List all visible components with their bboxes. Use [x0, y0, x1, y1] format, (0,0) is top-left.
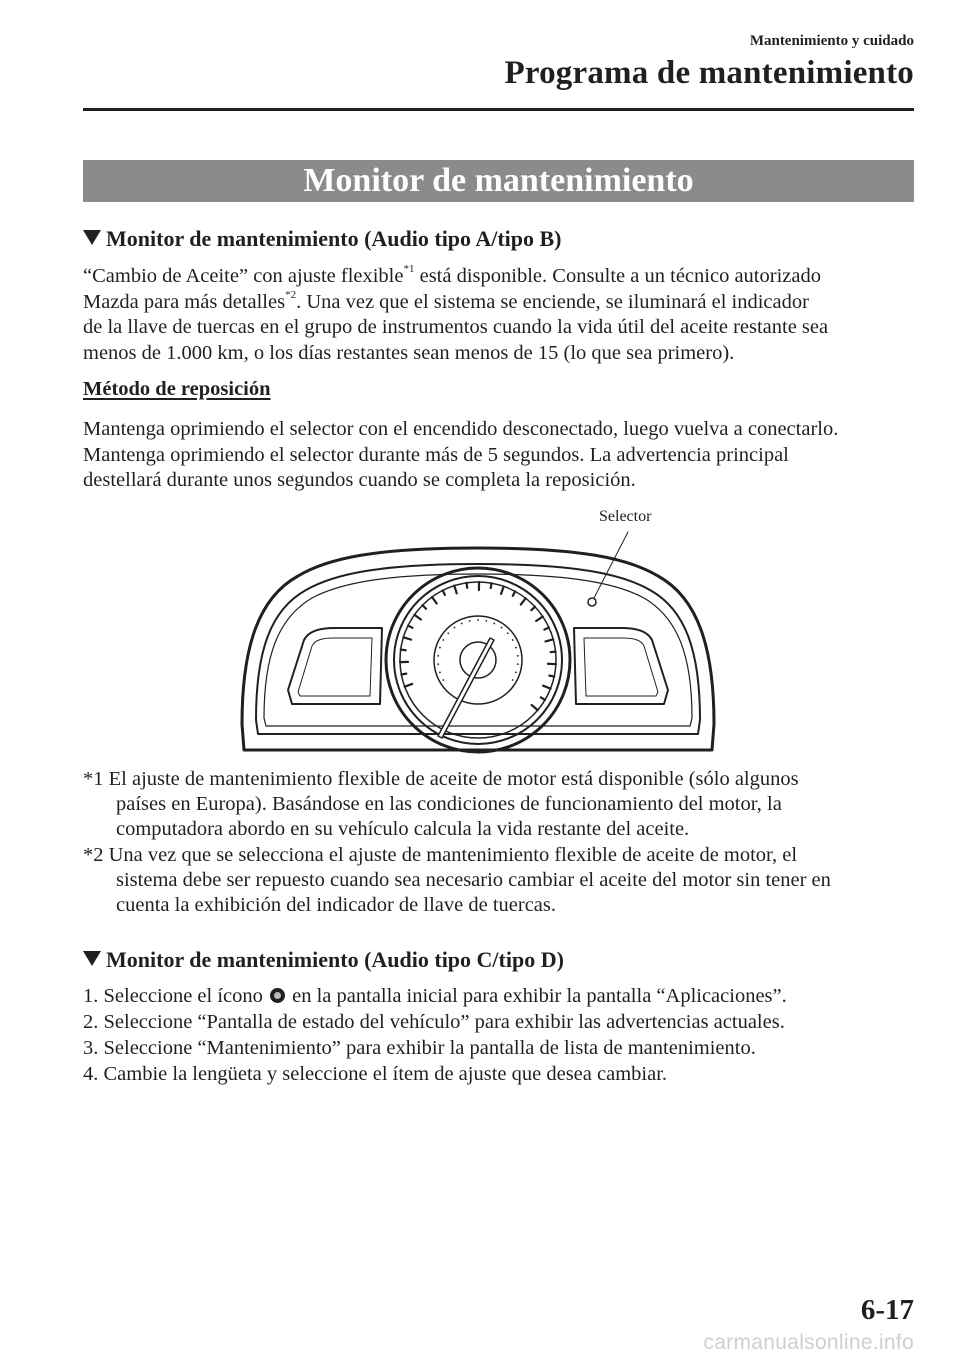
- text-run: “Cambio de Aceite” con ajuste flexible: [83, 265, 404, 287]
- text-run: Mazda para más detalles: [83, 290, 286, 313]
- dial-dot: [442, 679, 444, 681]
- dial-dot: [501, 627, 503, 629]
- dial-dot: [517, 655, 519, 657]
- dial-dot: [512, 679, 514, 681]
- speedometer-ticks: [400, 582, 556, 710]
- footnote-ref-2: *2: [285, 288, 297, 301]
- speedometer-tick: [541, 697, 545, 700]
- dial-dot: [461, 623, 463, 625]
- selector-knob: [588, 598, 596, 606]
- dial-dot: [442, 639, 444, 641]
- speedometer-tick: [491, 583, 492, 588]
- right-display-window: [574, 628, 668, 704]
- paragraph-line: de la llave de tuercas en el grupo de instrumentos cuando la vida útil del aceite restante sea: [83, 316, 829, 338]
- speedometer-tick: [549, 676, 554, 677]
- header-rule: [83, 108, 914, 111]
- footnote-2-line: cuenta la exhibición del indicador de llave de tuercas.: [116, 894, 556, 917]
- figure-selector-label: Selector: [599, 508, 652, 525]
- reset-method-heading: Método de reposición: [83, 378, 271, 400]
- dial-dot: [437, 655, 439, 657]
- speedometer-tick: [401, 674, 406, 675]
- text-run: . Una vez que el sistema se enciende, se iluminará el indicador: [296, 290, 809, 313]
- speedometer-tick: [513, 591, 515, 595]
- step-2: 2. Seleccione “Pantalla de estado del vehículo” para exhibir las advertencias actuales.: [83, 1011, 785, 1033]
- speedometer-tick: [521, 598, 526, 604]
- speedometer-tick: [536, 617, 543, 621]
- speedometer-needle: [438, 638, 494, 738]
- speedometer-tick: [443, 590, 445, 594]
- speedometer-tick: [467, 583, 468, 588]
- footnote-1-line: *1 El ajuste de mantenimiento flexible de aceite de motor está disponible (sólo algunos: [83, 768, 799, 790]
- speedometer-tick: [551, 652, 556, 653]
- step-3: 3. Seleccione “Mantenimiento” para exhibir la pantalla de lista de mantenimiento.: [83, 1037, 756, 1059]
- dial-dot: [439, 647, 441, 649]
- dial-dot: [477, 619, 479, 621]
- dial-dot: [515, 647, 517, 649]
- footnote-2-line: *2 Una vez que se selecciona el ajuste de mantenimiento flexible de aceite de motor, el: [83, 843, 798, 866]
- speedometer-tick: [544, 628, 549, 630]
- subsection-title-ab: [83, 226, 562, 252]
- dial-dot: [515, 671, 517, 673]
- dial-dot: [517, 663, 519, 665]
- footnote-1-line: computadora abordo en su vehículo calcula la vida restante del aceite.: [116, 818, 690, 841]
- triangle-bullet-icon: [83, 230, 101, 245]
- paragraph-line: Mantenga oprimiendo el selector durante más de 5 segundos. La advertencia principal: [83, 443, 789, 466]
- right-display-window-inner: [584, 638, 658, 696]
- dial-dot: [485, 620, 487, 622]
- subsection-title-ab-text: Monitor de mantenimiento (Audio tipo A/tipo B): [106, 226, 562, 251]
- paragraph-line: destellará durante unos segundos cuando se completa la reposición.: [83, 469, 636, 491]
- speedometer-tick: [454, 586, 456, 594]
- text-run: está disponible. Consulte a un técnico autorizado: [414, 265, 821, 287]
- speedometer-tick: [408, 626, 412, 628]
- paragraph-line: Mantenga oprimiendo el selector con el encendido desconectado, luego vuelva a conectarlo.: [83, 418, 839, 440]
- applications-icon: [270, 988, 285, 1003]
- page-number: 6-17: [860, 1294, 914, 1326]
- subsection-title-cd-text: Monitor de mantenimiento (Audio tipo C/tipo D): [106, 947, 564, 972]
- paragraph-line: [83, 264, 923, 290]
- dial-dot: [469, 620, 471, 622]
- dial-dot: [439, 671, 441, 673]
- paragraph-line: [83, 290, 923, 316]
- section-band-title: Monitor de mantenimiento: [83, 160, 914, 202]
- watermark: carmanualsonline.info: [703, 1331, 914, 1354]
- speedometer-tick: [422, 605, 426, 609]
- paragraph-line: menos de 1.000 km, o los días restantes sean menos de 15 (lo que sea primero).: [83, 341, 735, 364]
- speedometer-tick: [414, 615, 421, 620]
- footnotes: [83, 767, 923, 918]
- speedometer-tick: [405, 684, 413, 687]
- dial-dot: [447, 632, 449, 634]
- paragraph-reset-method: [83, 417, 923, 494]
- speedometer-tick: [531, 607, 535, 610]
- speedometer-tick: [403, 637, 411, 639]
- text-run: en la pantalla inicial para exhibir la pantalla “Aplicaciones”.: [287, 985, 787, 1007]
- selector-leader-line: [594, 532, 628, 598]
- left-display-window-inner: [298, 638, 372, 696]
- footnote-1-line: países en Europa). Basándose en las condiciones de funcionamiento del motor, la: [116, 793, 782, 816]
- text-run: 1. Seleccione el ícono: [83, 985, 269, 1007]
- speedometer-tick: [532, 705, 538, 710]
- dial-dot: [454, 627, 456, 629]
- step-1: [83, 985, 787, 1008]
- dial-dot: [507, 632, 509, 634]
- paragraph-flexible-oil-change: [83, 264, 923, 366]
- footnote-2-line: sistema debe ser repuesto cuando sea necesario cambiar el aceite del motor sin tener en: [116, 868, 831, 891]
- header-section-label: Mantenimiento y cuidado: [749, 33, 914, 49]
- speedometer-tick: [401, 650, 406, 651]
- triangle-bullet-icon: [83, 951, 101, 966]
- instrument-cluster-figure: [236, 528, 720, 768]
- dial-dot: [493, 623, 495, 625]
- step-4: 4. Cambie la lengüeta y seleccione el ítem de ajuste que desea cambiar.: [83, 1063, 668, 1085]
- speedometer-tick: [545, 639, 553, 641]
- speedometer-tick: [501, 586, 504, 594]
- dial-dot: [512, 639, 514, 641]
- speedometer-tick: [432, 597, 437, 603]
- speedometer-tick: [543, 686, 550, 689]
- dial-dot: [437, 663, 439, 665]
- cluster-outer-outline: [242, 548, 714, 750]
- header-chapter-title: Programa de mantenimiento: [504, 55, 914, 91]
- footnote-ref-1: *1: [403, 263, 415, 276]
- subsection-title-cd: [83, 947, 564, 973]
- left-display-window: [288, 628, 382, 704]
